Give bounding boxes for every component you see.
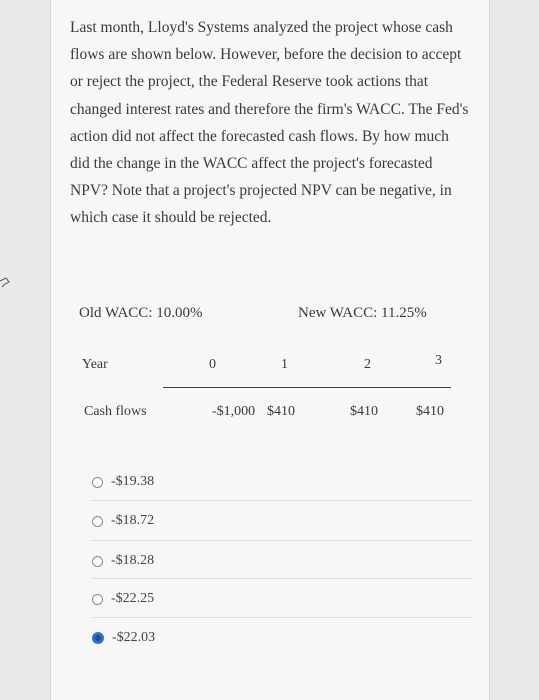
year-header: Year [82, 357, 108, 372]
option-divider [92, 540, 472, 541]
question-text: Last month, Lloyd's Systems analyzed the project whose cash flows are shown below. However, before the decision to accept or reject the project, the Federal Reserve took actions that changed interest rates and therefore the firm's WACC. The Fed's action did not affect the forecasted cash flows. By how much did the change in the WACC affect the project's forecasted NPV? Note that a project's projected NPV can be negative, in which case it should be rejected. [70, 19, 469, 227]
answer-option[interactable] [92, 472, 154, 492]
year-cell: 3 [435, 353, 442, 368]
radio-button[interactable] [92, 556, 103, 567]
answer-option-selected[interactable] [92, 628, 155, 648]
option-label: -$22.25 [111, 591, 155, 606]
option-label: -$19.38 [111, 474, 155, 489]
radio-button[interactable] [92, 516, 103, 527]
cash-flow-cell: $410 [416, 404, 444, 419]
option-divider [92, 617, 472, 618]
answer-option[interactable] [92, 511, 154, 531]
option-divider [92, 500, 472, 501]
cash-flow-cell: $410 [267, 404, 295, 419]
option-divider [92, 578, 472, 579]
table-divider [163, 387, 451, 388]
new-wacc-label: New WACC: 11.25% [298, 305, 427, 321]
radio-button[interactable] [92, 594, 103, 605]
option-label: -$22.03 [112, 630, 156, 645]
year-cell: 0 [209, 357, 216, 372]
old-wacc-label: Old WACC: 10.00% [79, 305, 203, 321]
option-label: -$18.72 [111, 513, 155, 528]
cash-flow-cell: -$1,000 [212, 404, 256, 419]
answer-option[interactable] [92, 551, 154, 571]
option-label: -$18.28 [111, 553, 155, 568]
pointer-icon [0, 275, 10, 289]
cash-flow-cell: $410 [350, 404, 378, 419]
year-cell: 1 [281, 357, 288, 372]
year-cell: 2 [364, 357, 371, 372]
radio-button-selected[interactable] [92, 632, 104, 644]
cash-flows-header: Cash flows [84, 404, 147, 419]
answer-option[interactable] [92, 589, 154, 609]
radio-button[interactable] [92, 477, 103, 488]
